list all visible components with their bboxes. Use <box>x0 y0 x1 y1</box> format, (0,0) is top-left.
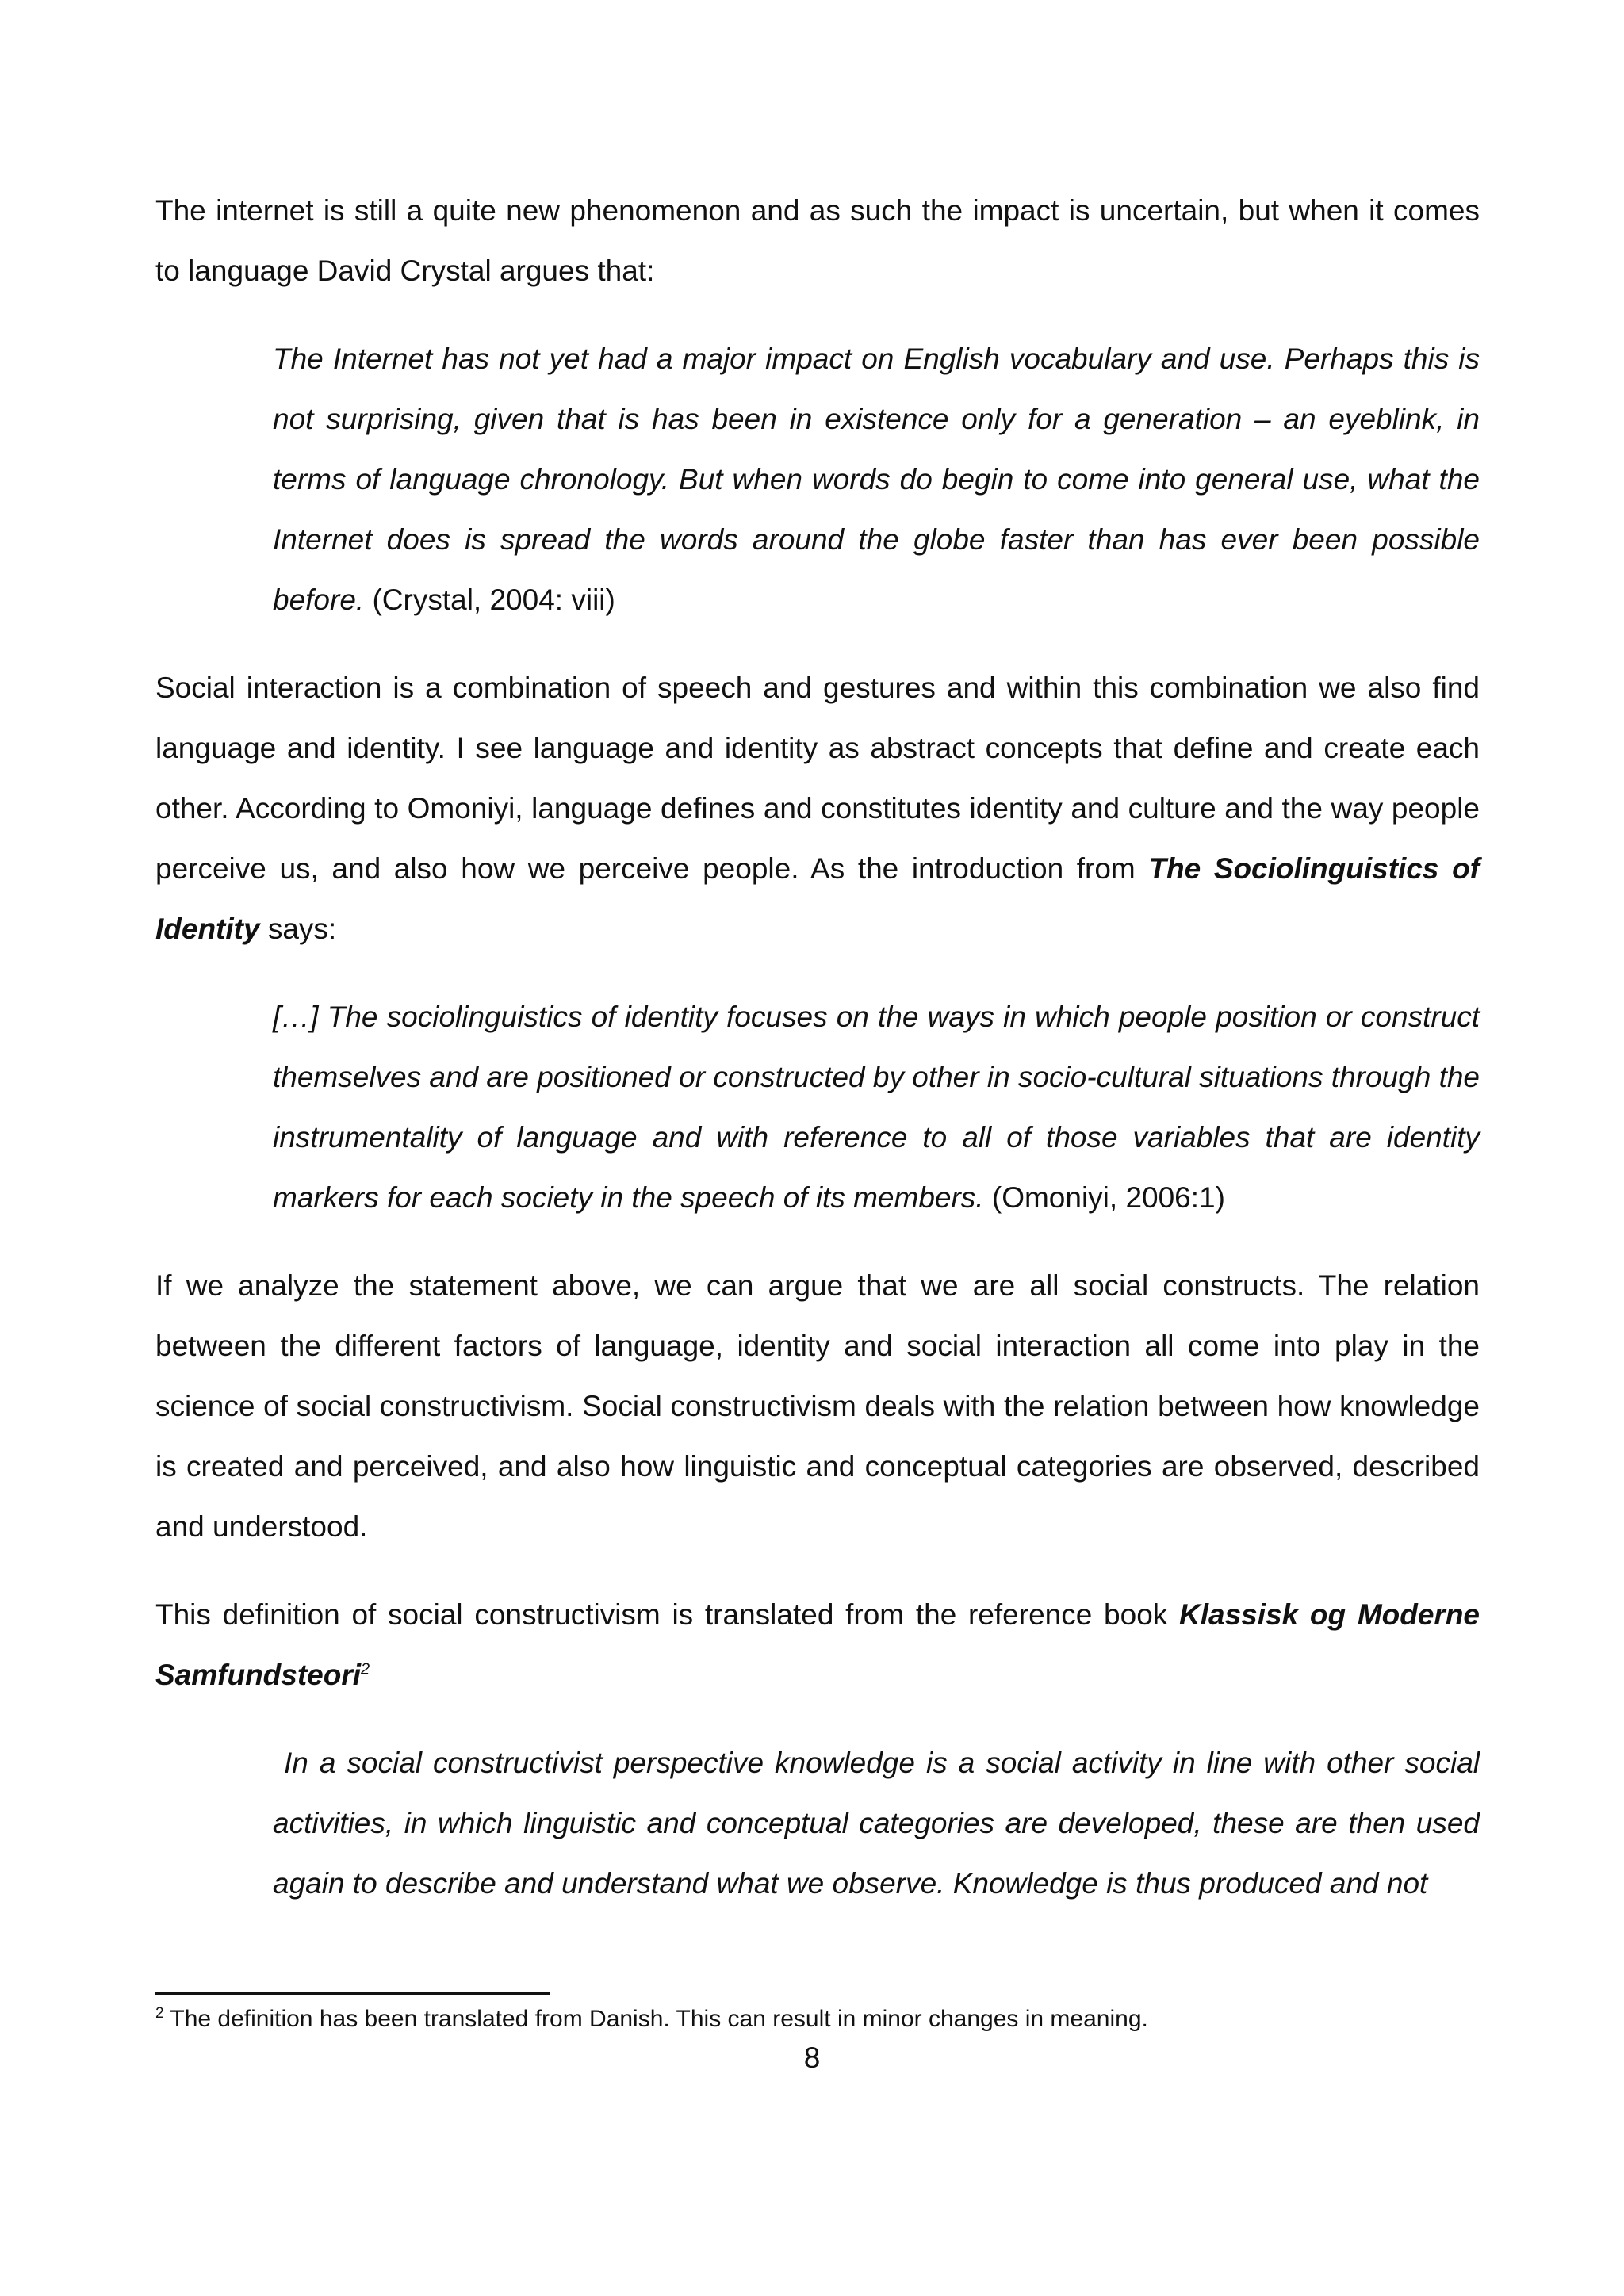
quote-text: The Internet has not yet had a major impact on English vocabulary and use. Perhaps this is not surprising, given that is has been in existence only for a generation – an eyeblink, in terms of language chronology. But when words do begin to come into general use, what the Internet does is spread the words around the globe faster than has ever been possible before. <box>273 342 1480 616</box>
footnote-reference[interactable]: 2 <box>361 1660 370 1678</box>
paragraph-text: Social interaction is a combination of speech and gestures and within this combination we also find language and identity. I see language and identity as abstract concepts that define and create each other. According to Omoniyi, language defines and constitutes identity and culture and the way people perceive us, and also how we perceive people. As the introduction from <box>155 672 1480 885</box>
block-quote-definition <box>273 1733 1480 1914</box>
footnote-text: The definition has been translated from Danish. This can result in minor changes in meaning. <box>170 2006 1148 2032</box>
paragraph-social-interaction <box>155 658 1480 959</box>
book-title: Klassisk og Moderne Samfundsteori <box>155 1598 1480 1691</box>
paragraph-social-constructivism <box>155 1256 1480 1557</box>
quote-citation: (Omoniyi, 2006:1) <box>991 1181 1225 1214</box>
block-quote-omoniyi <box>273 987 1480 1228</box>
book-title: The Sociolinguistics of Identity <box>155 852 1480 945</box>
block-quote-crystal <box>273 329 1480 630</box>
page-number: 8 <box>803 2042 821 2074</box>
footnote-marker: 2 <box>155 2005 164 2022</box>
quote-text: In a social constructivist perspective knowledge is a social activity in line with other social activities, in which linguistic and conceptual categories are developed, these are then used again to describe and understand what we observe. Knowledge is thus produced and not <box>273 1747 1480 1900</box>
paragraph-text: The internet is still a quite new phenomenon and as such the impact is uncertain, but when it comes to language David Crystal argues that: <box>155 194 1480 287</box>
paragraph-text-end: says: <box>267 913 337 945</box>
quote-text: […] The sociolinguistics of identity focuses on the ways in which people position or construct themselves and are positioned or constructed by other in socio-cultural situations through the instrumentality of language and with reference to all of those variables that are identity markers for each society in the speech of its members. <box>273 1001 1480 1214</box>
paragraph-text: This definition of social constructivism is translated from the reference book <box>155 1598 1168 1631</box>
quote-citation: (Crystal, 2004: viii) <box>372 584 615 616</box>
footnote <box>155 2003 1503 2035</box>
body-text <box>155 181 1480 1942</box>
paragraph-text: If we analyze the statement above, we can argue that we are all social constructs. The relation between the different factors of language, identity and social interaction all come into play in the science of social constructivism. Social constructivism deals with the relation between how knowledge is created and perceived, and also how linguistic and conceptual categories are observed, described and understood. <box>155 1269 1480 1543</box>
paragraph-definition <box>155 1585 1480 1705</box>
footnote-separator <box>155 1992 550 1995</box>
paragraph-internet-impact <box>155 181 1480 301</box>
